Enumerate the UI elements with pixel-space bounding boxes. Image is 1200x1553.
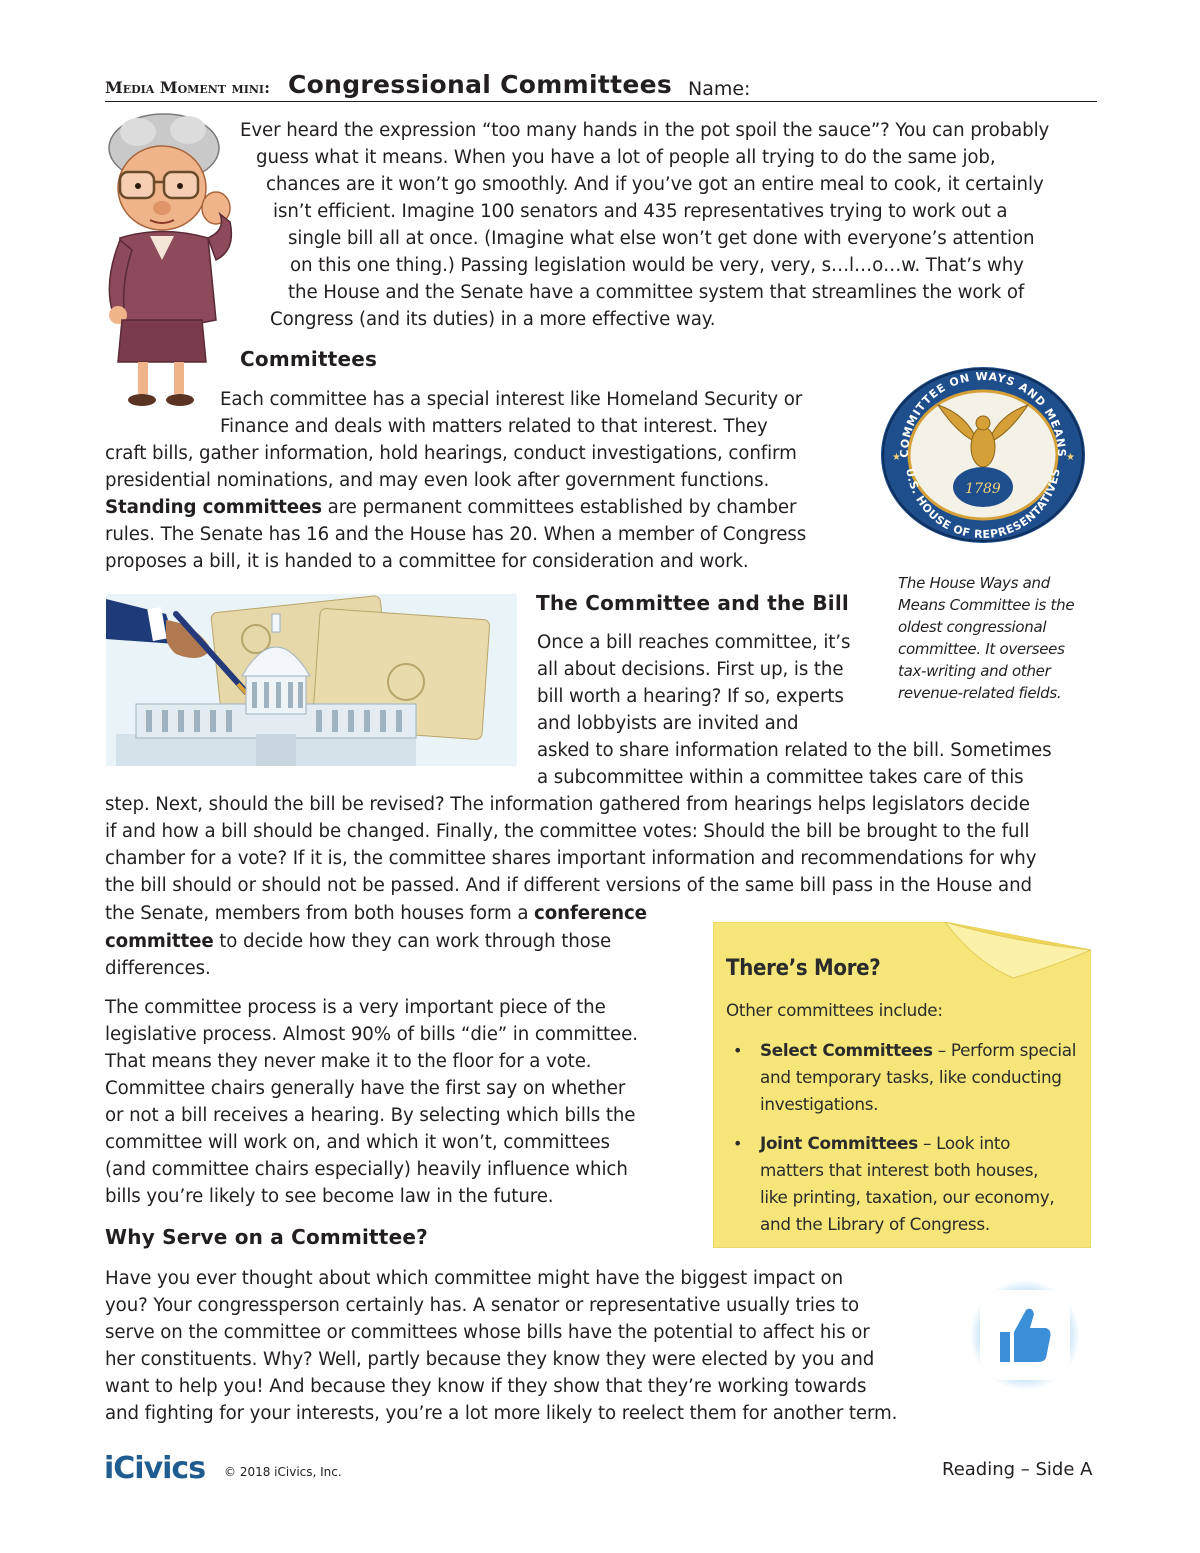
committees-line: Standing committees are permanent committees established by chamber bbox=[105, 497, 797, 518]
process-line: or not a bill receives a hearing. By selecting which bills the bbox=[105, 1105, 636, 1126]
why-line: and fighting for your interests, you’re a lot more likely to reelect them for another term. bbox=[105, 1403, 898, 1424]
bill-line: all about decisions. First up, is the bbox=[537, 659, 844, 680]
select-committees-item: Select Committees – Perform special bbox=[760, 1040, 1077, 1060]
joint-committees-item: Joint Committees – Look into bbox=[760, 1133, 1011, 1153]
intro-line: single bill all at once. (Imagine what else won’t get done with everyone’s attention bbox=[288, 228, 1035, 249]
intro-line: isn’t efficient. Imagine 100 senators and 435 representatives trying to work out a bbox=[273, 201, 1008, 222]
bill-line: step. Next, should the bill be revised? The information gathered from hearings helps legislators decide bbox=[105, 794, 1030, 815]
bill-line: if and how a bill should be changed. Finally, the committee votes: Should the bill be brought to the full bbox=[105, 821, 1030, 842]
copyright: © 2018 iCivics, Inc. bbox=[224, 1465, 342, 1479]
intro-line: chances are it won’t go smoothly. And if you’ve got an entire meal to cook, it certainly bbox=[266, 174, 1044, 195]
bill-line: asked to share information related to the bill. Sometimes bbox=[537, 740, 1052, 761]
standing-committees-term: Standing committees bbox=[105, 497, 322, 518]
committees-line: rules. The Senate has 16 and the House has 20. When a member of Congress bbox=[105, 524, 807, 545]
process-line: Committee chairs generally have the first say on whether bbox=[105, 1078, 626, 1099]
star-icon: ★ bbox=[892, 452, 901, 463]
seal-top-text: COMMITTEE ON WAYS AND MEANS bbox=[897, 369, 1069, 458]
bullet-icon: • bbox=[733, 1134, 743, 1153]
seal-year: 1789 bbox=[965, 481, 1001, 497]
seal-caption: The House Ways and Means Committee is the oldest congressional committee. It oversees tax-writing and other revenue-related fields. bbox=[898, 574, 1075, 702]
intro-line: Congress (and its duties) in a more effective way. bbox=[270, 309, 716, 330]
committees-line: proposes a bill, it is handed to a committee for consideration and work. bbox=[105, 551, 749, 572]
why-line: Have you ever thought about which committee might have the biggest impact on bbox=[105, 1268, 843, 1289]
process-line: (and committee chairs especially) heavily influence which bbox=[105, 1159, 628, 1180]
committees-heading: Committees bbox=[240, 347, 378, 371]
process-line: bills you’re likely to see become law in the future. bbox=[105, 1186, 554, 1207]
bill-line: a subcommittee within a committee takes care of this bbox=[537, 767, 1024, 788]
intro-line: the House and the Senate have a committee system that streamlines the work of bbox=[288, 282, 1025, 303]
name-label: Name: bbox=[688, 78, 751, 100]
senator-character-illustration bbox=[98, 110, 233, 410]
process-line: committee will work on, and which it won’t, committees bbox=[105, 1132, 610, 1153]
theres-more-title: There’s More? bbox=[726, 956, 881, 981]
committee-bill-heading: The Committee and the Bill bbox=[536, 591, 849, 615]
seal-bottom-text: U.S. HOUSE OF REPRESENTATIVES bbox=[903, 467, 1063, 542]
thumbs-up-icon bbox=[970, 1280, 1080, 1390]
bill-line: and lobbyists are invited and bbox=[537, 713, 799, 734]
page-header bbox=[105, 70, 1097, 102]
conference-committee-term: conference bbox=[534, 903, 647, 924]
select-committees-line: and temporary tasks, like conducting bbox=[760, 1067, 1062, 1087]
intro-line: guess what it means. When you have a lot of people all trying to do the same job, bbox=[256, 147, 996, 168]
committees-line: Finance and deals with matters related to that interest. They bbox=[220, 416, 768, 437]
bill-line: committee to decide how they can work through those bbox=[105, 931, 612, 952]
star-icon: ★ bbox=[1066, 452, 1075, 463]
process-line: That means they never make it to the floor for a vote. bbox=[105, 1051, 592, 1072]
joint-committees-line: and the Library of Congress. bbox=[760, 1214, 990, 1234]
bill-line: the Senate, members from both houses form a conference bbox=[105, 903, 647, 924]
page-title: Congressional Committees bbox=[288, 70, 673, 99]
process-line: legislative process. Almost 90% of bills “die” in committee. bbox=[105, 1024, 638, 1045]
committees-line: craft bills, gather information, hold hearings, conduct investigations, confirm bbox=[105, 443, 797, 464]
why-line: serve on the committee or committees whose bills have the potential to affect his or bbox=[105, 1322, 870, 1343]
intro-line: Ever heard the expression “too many hands in the pot spoil the sauce”? You can probably bbox=[240, 120, 1050, 141]
joint-committees-line: matters that interest both houses, bbox=[760, 1160, 1039, 1180]
bill-line: bill worth a hearing? If so, experts bbox=[537, 686, 844, 707]
bill-line: differences. bbox=[105, 958, 211, 979]
committees-line: Each committee has a special interest like Homeland Security or bbox=[220, 389, 803, 410]
joint-committees-line: like printing, taxation, our economy, bbox=[760, 1187, 1055, 1207]
intro-line: on this one thing.) Passing legislation would be very, very, s…l…o…w. That’s why bbox=[290, 255, 1024, 276]
bullet-icon: • bbox=[733, 1041, 743, 1060]
capitol-signing-illustration bbox=[106, 594, 517, 766]
why-serve-heading: Why Serve on a Committee? bbox=[105, 1225, 428, 1249]
select-committees-line: investigations. bbox=[760, 1094, 879, 1114]
series-label: Media Moment mini: bbox=[105, 78, 270, 97]
more-intro: Other committees include: bbox=[726, 1000, 943, 1020]
bill-line: the bill should or should not be passed. And if different versions of the same bill pass in the House and bbox=[105, 875, 1032, 896]
why-line: want to help you! And because they know if they show that they’re working towards bbox=[105, 1376, 867, 1397]
bill-line: Once a bill reaches committee, it’s bbox=[537, 632, 851, 653]
bill-line: chamber for a vote? If it is, the committee shares important information and recommendations for why bbox=[105, 848, 1037, 869]
why-line: her constituents. Why? Well, partly because they know they were elected by you and bbox=[105, 1349, 875, 1370]
why-line: you? Your congressperson certainly has. A senator or representative usually tries to bbox=[105, 1295, 860, 1316]
page-side-label: Reading – Side A bbox=[942, 1459, 1093, 1480]
ways-and-means-seal bbox=[878, 365, 1088, 545]
process-line: The committee process is a very important piece of the bbox=[105, 997, 606, 1018]
icivics-logo: iCivics bbox=[104, 1451, 206, 1486]
committees-line: presidential nominations, and may even look after government functions. bbox=[105, 470, 770, 491]
